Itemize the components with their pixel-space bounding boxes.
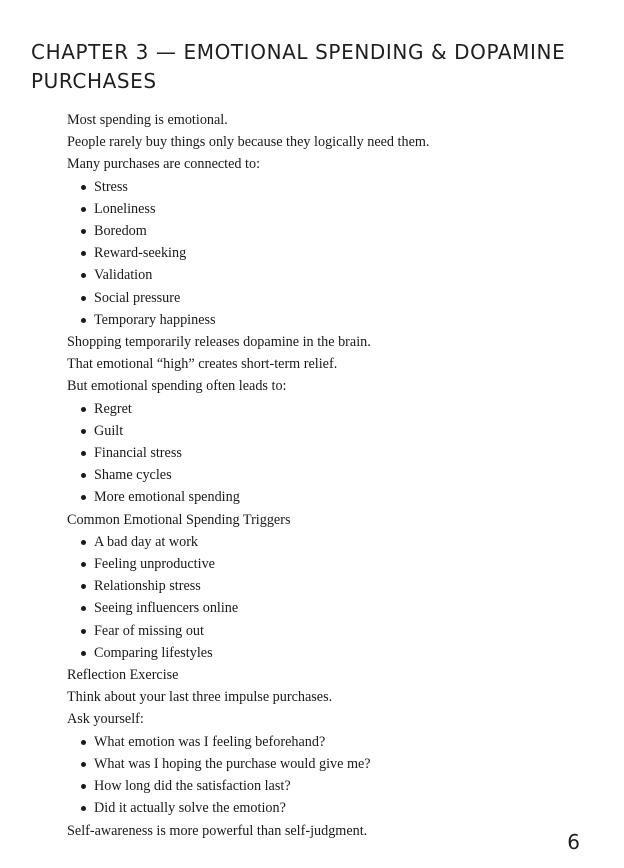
paragraph: People rarely buy things only because they logically need them. xyxy=(67,134,430,151)
list-item: Fear of missing out xyxy=(67,620,587,642)
list-item: Temporary happiness xyxy=(67,309,587,331)
list-item: Shame cycles xyxy=(67,464,587,486)
closing-paragraph: Self-awareness is more powerful than self-judgment. xyxy=(67,822,368,839)
list-item: What emotion was I feeling beforehand? xyxy=(67,731,587,753)
list-item: Seeing influencers online xyxy=(67,597,587,619)
paragraph: But emotional spending often leads to: xyxy=(67,378,287,395)
list-item: Social pressure xyxy=(67,287,587,309)
leads-to-list xyxy=(67,398,587,509)
list-item: Boredom xyxy=(67,220,587,242)
list-item: Relationship stress xyxy=(67,575,587,597)
list-item: More emotional spending xyxy=(67,486,587,508)
list-item: A bad day at work xyxy=(67,531,587,553)
paragraph: Most spending is emotional. xyxy=(67,112,228,128)
list-item: Reward-seeking xyxy=(67,242,587,264)
ask-list xyxy=(67,731,587,820)
paragraph: Ask yourself: xyxy=(67,711,144,728)
list-item: Guilt xyxy=(67,420,587,442)
paragraph: Shopping temporarily releases dopamine in the brain. xyxy=(67,334,371,351)
paragraph: Think about your last three impulse purchases. xyxy=(67,689,333,706)
list-item: Validation xyxy=(67,264,587,286)
chapter-title: CHAPTER 3 — EMOTIONAL SPENDING & DOPAMINE PURCHASES xyxy=(31,40,566,93)
section-heading-reflection: Reflection Exercise xyxy=(67,667,179,684)
list-item: Feeling unproductive xyxy=(67,553,587,575)
triggers-list xyxy=(67,531,587,664)
list-item: Regret xyxy=(67,398,587,420)
list-item: Loneliness xyxy=(67,198,587,220)
page-number: 6 xyxy=(567,830,580,854)
paragraph: Many purchases are connected to: xyxy=(67,156,261,173)
list-item: Comparing lifestyles xyxy=(67,642,587,664)
section-heading-triggers: Common Emotional Spending Triggers xyxy=(67,511,291,528)
paragraph: That emotional “high” creates short-term relief. xyxy=(67,356,338,373)
connected-list xyxy=(67,176,587,331)
list-item: Financial stress xyxy=(67,442,587,464)
list-item: Stress xyxy=(67,176,587,198)
list-item: What was I hoping the purchase would give me? xyxy=(67,753,587,775)
chapter-body xyxy=(67,109,587,842)
list-item: How long did the satisfaction last? xyxy=(67,775,587,797)
list-item: Did it actually solve the emotion? xyxy=(67,797,587,819)
